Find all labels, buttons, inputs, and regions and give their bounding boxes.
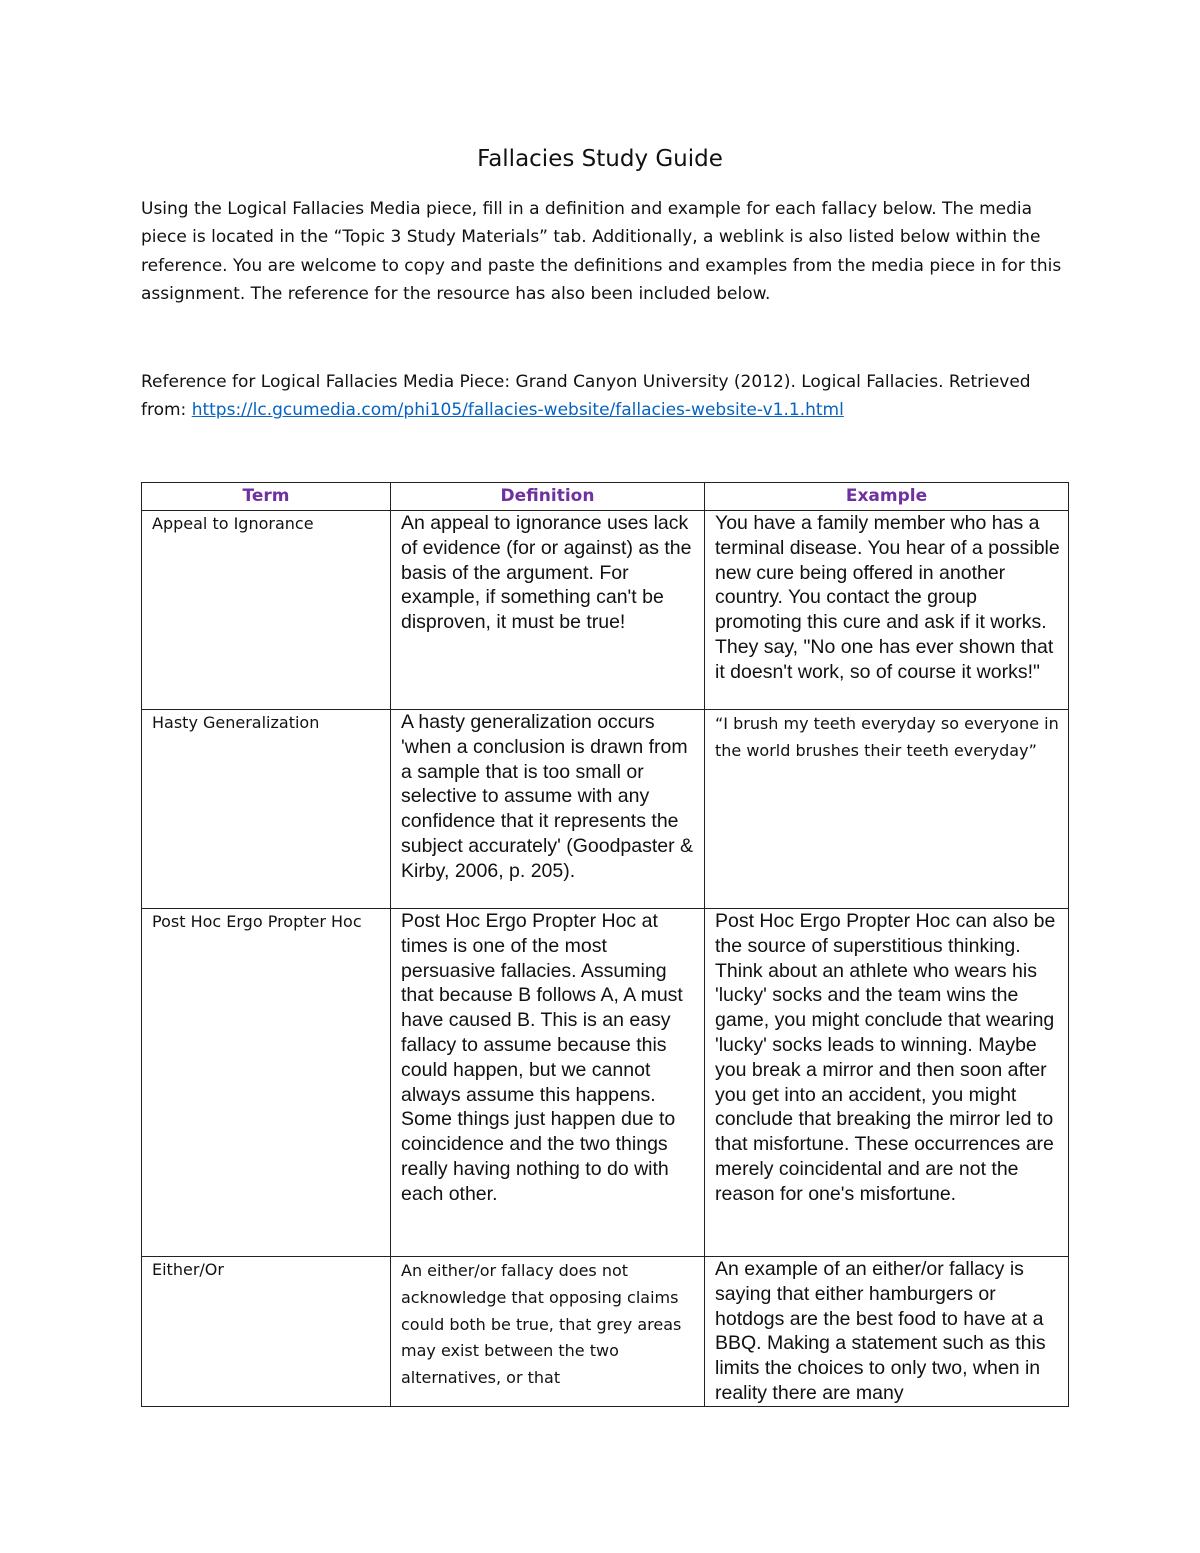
reference-text: Reference for Logical Fallacies Media Piece: Grand Canyon University (2012). Logical Fallacies. Retrieved from: [141,372,1031,421]
term-cell: Either/Or [142,1257,391,1407]
definition-cell: A hasty generalization occurs 'when a conclusion is drawn from a sample that is too small or selective to assume with any confidence that it represents the subject accurately' (Goodpaster & Kirby, 2006, p. 205). [391,710,705,909]
header-example: Example [705,483,1069,511]
term-cell: Hasty Generalization [142,710,391,909]
table-row [142,1257,1069,1407]
header-term: Term [142,483,391,511]
page-title: Fallacies Study Guide [477,146,723,172]
example-cell: You have a family member who has a terminal disease. You hear of a possible new cure being offered in another country. You contact the group promoting this cure and ask if it works. They say, "No one has ever shown that it doesn't work, so of course it works!" [705,511,1069,710]
reference-paragraph [141,368,1071,425]
table-header-row [142,483,1069,511]
instructions-paragraph: Using the Logical Fallacies Media piece, fill in a definition and example for each fallacy below. The media piece is located in the “Topic 3 Study Materials” tab. Additionally, a weblink is also listed below within the reference. You are welcome to copy and paste the definitions and examples from the media piece in for this assignment. The reference for the resource has also been included below. [141,199,1062,305]
term-cell: Appeal to Ignorance [142,511,391,710]
example-text: “I brush my teeth everyday so everyone in the world brushes their teeth everyday” [715,714,1059,760]
table-row [142,511,1069,710]
definition-cell: An appeal to ignorance uses lack of evidence (for or against) as the basis of the argument. For example, if something can't be disproven, it must be true! [391,511,705,710]
example-cell: Post Hoc Ergo Propter Hoc can also be the source of superstitious thinking. Think about an athlete who wears his 'lucky' socks and the team wins the game, you might conclude that wearing 'lucky' socks leads to winning. Maybe you break a mirror and then soon after you get into an accident, you might conclude that breaking the mirror led to that misfortune. These occurrences are merely coincidental and are not the reason for one's misfortune. [705,909,1069,1257]
example-cell: An example of an either/or fallacy is saying that either hamburgers or hotdogs are the best food to have at a BBQ. Making a statement such as this limits the choices to only two, when in reality there are many [705,1257,1069,1407]
table-row [142,909,1069,1257]
term-cell: Post Hoc Ergo Propter Hoc [142,909,391,1257]
table-row [142,710,1069,909]
reference-link[interactable]: https://lc.gcumedia.com/phi105/fallacies-website/fallacies-website-v1.1.html [191,400,844,421]
example-cell [705,710,1069,909]
definition-cell: Post Hoc Ergo Propter Hoc at times is one of the most persuasive fallacies. Assuming that because B follows A, A must have caused B. This is an easy fallacy to assume because this could happen, but we cannot always assume this happens. Some things just happen due to coincidence and the two things really having nothing to do with each other. [391,909,705,1257]
header-definition: Definition [391,483,705,511]
fallacies-table [141,482,1069,1407]
definition-cell [391,1257,705,1407]
definition-text: An either/or fallacy does not acknowledge that opposing claims could both be true, that grey areas may exist between the two alternatives, or that [401,1261,682,1388]
